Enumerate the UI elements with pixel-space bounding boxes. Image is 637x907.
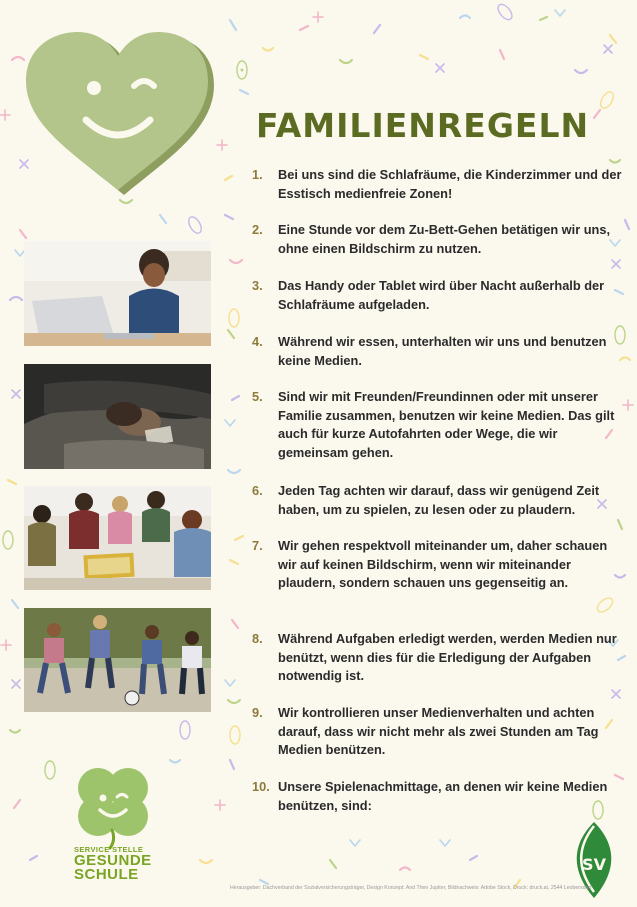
photo-girl-laptop	[24, 241, 211, 346]
rule-number: 5.	[252, 389, 263, 404]
rule-item	[252, 630, 622, 686]
rule-text: Während Aufgaben erledigt werden, werden Medien nur benützt, wenn dies für die Erledigung der Aufgaben notwendig ist.	[278, 631, 617, 684]
winking-heart-icon	[22, 30, 217, 198]
rule-text: Wir gehen respektvoll miteinander um, daher schauen wir auf keinen Bildschirm, wenn wir miteinander plaudern, sondern schauen uns gegenseitig an.	[278, 538, 608, 591]
rule-item	[252, 221, 622, 258]
rule-text: Eine Stunde vor dem Zu-Bett-Gehen betätigen wir uns, ohne einen Bildschirm zu nutzen.	[278, 222, 611, 256]
photo-kids-playing-football	[24, 608, 211, 712]
photo-family-board-game	[24, 486, 211, 590]
rule-number: 2.	[252, 222, 263, 237]
logo-schule: SCHULE	[74, 866, 139, 883]
rule-text: Sind wir mit Freunden/Freundinnen oder mit unserer Familie zusammen, benutzen wir keine Medien. Das gilt auch für kurze Autofahrten oder Wege, die wir gemeinsam gehen.	[278, 389, 615, 460]
rule-number: 9.	[252, 705, 263, 720]
rule-item	[252, 704, 622, 760]
rule-item	[252, 333, 622, 370]
rule-number: 10.	[252, 779, 270, 794]
page-title: FAMILIENREGELN	[256, 106, 590, 145]
logo-gesunde: GESUNDE	[74, 852, 152, 869]
rule-item	[252, 778, 622, 815]
rule-number: 3.	[252, 278, 263, 293]
rule-number: 7.	[252, 538, 263, 553]
sv-logo-text: SV	[582, 855, 606, 874]
rule-text: Unsere Spielenachmittage, an denen wir keine Medien benützen, sind:	[278, 779, 608, 813]
rule-text: Bei uns sind die Schlafräume, die Kinderzimmer und der Esstisch medienfreie Zonen!	[278, 167, 622, 201]
rule-item	[252, 388, 622, 462]
rule-item	[252, 482, 622, 519]
rule-text: Jeden Tag achten wir darauf, dass wir genügend Zeit haben, um zu spielen, zu lesen oder zu plaudern.	[278, 483, 600, 517]
rule-text: Das Handy oder Tablet wird über Nacht außerhalb der Schlafräume aufgeladen.	[278, 278, 605, 312]
rule-number: 1.	[252, 167, 263, 182]
rule-number: 4.	[252, 334, 263, 349]
footer-credits: Herausgeber: Dachverband der Sozialversicherungsträger, Design Konzept: And Then Jupiter, Bildnachweis: Adobe Stock, Druck: druck.at, 2544 Leobersdorf	[230, 885, 592, 891]
logo-service-stelle: SERVICE STELLE	[74, 845, 144, 854]
rule-text: Während wir essen, unterhalten wir uns und benutzen keine Medien.	[278, 334, 607, 368]
rule-item	[252, 277, 622, 314]
rule-number: 6.	[252, 483, 263, 498]
rule-item	[252, 166, 622, 203]
rule-item	[252, 537, 622, 593]
rule-number: 8.	[252, 631, 263, 646]
photo-child-tablet-bed	[24, 364, 211, 469]
rule-text: Wir kontrollieren unser Medienverhalten und achten darauf, dass wir nicht mehr als zwei Stunden am Tag Medien benützen.	[278, 705, 599, 758]
